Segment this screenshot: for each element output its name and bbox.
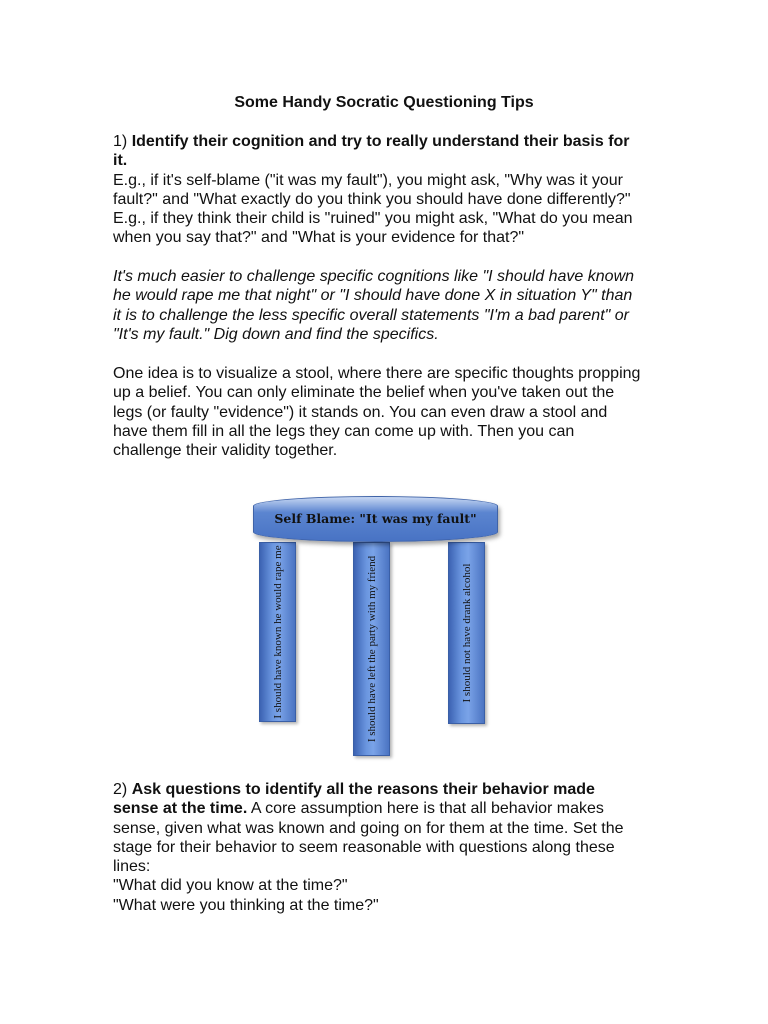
stool-leg-3-label: I should not have drank alcohol (460, 563, 473, 703)
stool-leg-2 (353, 542, 390, 756)
stool-leg-3 (448, 542, 485, 724)
section-1-line: when you say that?" and "What is your evidence for that?" (113, 229, 525, 247)
section-2-line: stage for their behavior to seem reasonable with questions along these (113, 838, 615, 856)
italic-note (113, 267, 658, 344)
stool-paragraph-line: have them fill in all the legs they can come up with. Then you can (113, 422, 575, 440)
stool-leg-1 (259, 542, 296, 722)
stool-leg-2-label: I should have left the party with my friend (365, 555, 378, 743)
italic-note-line: It's much easier to challenge specific cognitions like "I should have known (113, 268, 635, 285)
stool-diagram (253, 496, 498, 758)
section-2 (113, 780, 658, 915)
section-1-line: fault?" and "What exactly do you think you should have done differently?" (113, 190, 631, 208)
italic-note-line: it is to challenge the less specific overall statements "I'm a bad parent" or (113, 306, 629, 324)
stool-paragraph-line: legs (or faulty "evidence") it stands on. You can even draw a stool and (113, 403, 608, 421)
section-1-line: E.g., if it's self-blame ("it was my fault"), you might ask, "Why was it your (113, 171, 624, 189)
section-2-line-2-rest: A core assumption here is that all behavior makes (247, 800, 604, 818)
section-1 (113, 132, 658, 248)
stool-seat-label: Self Blame: "It was my fault" (274, 511, 477, 526)
stool-paragraph-line: up a belief. You can only eliminate the belief when you've taken out the (113, 384, 615, 402)
stool-paragraph (113, 364, 658, 460)
section-2-heading-line-2: sense at the time. (113, 800, 248, 818)
section-2-number: 2) (113, 781, 128, 798)
stool-paragraph-line: One idea is to visualize a stool, where there are specific thoughts propping (113, 365, 641, 382)
section-1-heading-line-2: it. (113, 152, 128, 170)
section-2-heading-line-1: Ask questions to identify all the reasons their behavior made (131, 781, 595, 798)
section-2-heading (113, 780, 658, 799)
italic-note-line: he would rape me that night" or "I should have done X in situation Y" than (113, 287, 633, 305)
section-2-line: sense, given what was known and going on for them at the time. Set the (113, 819, 624, 837)
section-2-line: lines: (113, 858, 151, 876)
page-title: Some Handy Socratic Questioning Tips (234, 94, 534, 111)
stool-paragraph-line: challenge their validity together. (113, 442, 338, 460)
section-1-heading-line-1: Identify their cognition and try to really understand their basis for (131, 133, 630, 150)
italic-note-line: "It's my fault." Dig down and find the specifics. (113, 325, 439, 343)
section-1-heading (113, 132, 658, 151)
stool-leg-1-label: I should have known he would rape me (271, 545, 284, 719)
section-1-line: E.g., if they think their child is "ruined" you might ask, "What do you mean (113, 210, 633, 228)
section-2-question: "What did you know at the time?" (113, 877, 348, 895)
section-2-line-2 (113, 799, 658, 818)
section-1-number: 1) (113, 133, 128, 150)
section-2-question: "What were you thinking at the time?" (113, 896, 379, 914)
